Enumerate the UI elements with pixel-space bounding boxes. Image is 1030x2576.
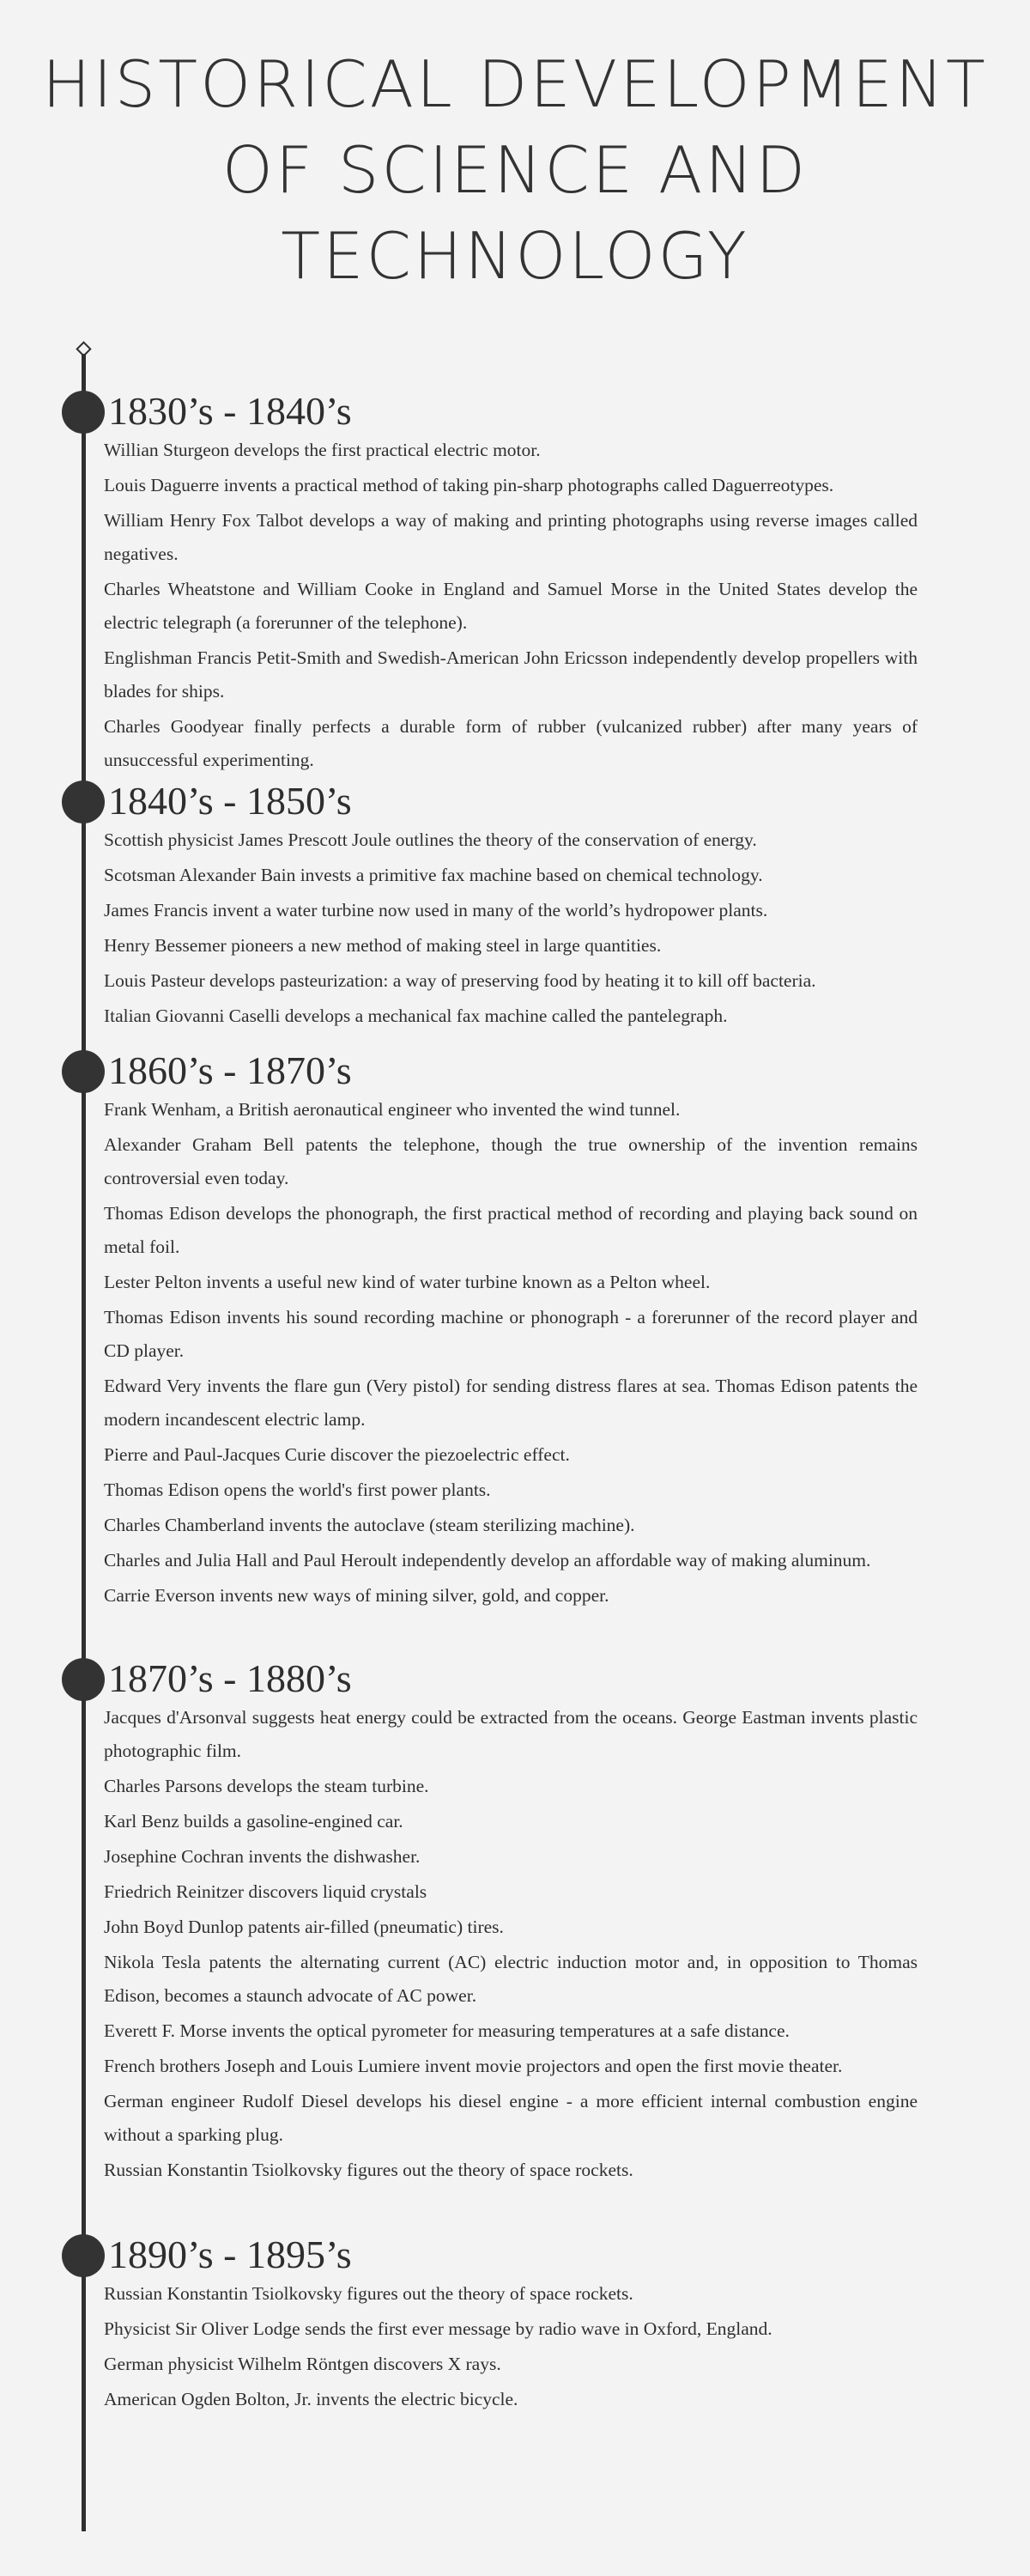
event-item: Willian Sturgeon develops the first practical electric motor. [104, 440, 541, 460]
event-item: Louis Daguerre invents a practical method of taking pin-sharp photographs called Daguerreotypes. [104, 475, 834, 495]
event-item: Physicist Sir Oliver Lodge sends the first ever message by radio wave in Oxford, England. [104, 2318, 772, 2339]
event-item: Englishman Francis Petit-Smith and Swedish-American John Ericsson independently develop propellers with blades for ships. [104, 647, 918, 702]
event-item: Charles Parsons develops the steam turbine. [104, 1776, 429, 1796]
event-item: Thomas Edison develops the phonograph, the first practical method of recording and playing back sound on metal foil. [104, 1203, 918, 1257]
event-item: Everett F. Morse invents the optical pyrometer for measuring temperatures at a safe distance. [104, 2020, 790, 2041]
timeline-line [82, 354, 86, 2531]
event-item: Scottish physicist James Prescott Joule outlines the theory of the conservation of energy. [104, 829, 757, 850]
event-item: Lester Pelton invents a useful new kind of water turbine known as a Pelton wheel. [104, 1272, 711, 1292]
event-item: Friedrich Reinitzer discovers liquid crystals [104, 1881, 427, 1902]
period-heading: 1830’s - 1840’s [108, 389, 352, 433]
event-list [104, 823, 918, 1035]
event-item: John Boyd Dunlop patents air-filled (pneumatic) tires. [104, 1917, 504, 1937]
event-item: Edward Very invents the flare gun (Very pistol) for sending distress flares at sea. Thomas Edison patents the modern incandescent electric lamp. [104, 1376, 918, 1430]
period-heading: 1870’s - 1880’s [108, 1656, 352, 1700]
timeline-dot [62, 1050, 105, 1093]
page-title: HISTORICAL DEVELOPMENT OF SCIENCE AND TECHNOLOGY [42, 46, 988, 294]
event-item: Alexander Graham Bell patents the telephone, though the true ownership of the invention remains controversial even today. [104, 1134, 918, 1188]
timeline-dot [62, 391, 105, 434]
event-item: German engineer Rudolf Diesel develops his diesel engine - a more efficient internal combustion engine without a sparking plug. [104, 2091, 918, 2145]
event-item: William Henry Fox Talbot develops a way of making and printing photographs using reverse images called negatives. [104, 510, 918, 564]
timeline-dot [62, 781, 105, 823]
event-item: French brothers Joseph and Louis Lumiere invent movie projectors and open the first movie theater. [104, 2056, 843, 2076]
event-item: Frank Wenham, a British aeronautical engineer who invented the wind tunnel. [104, 1099, 681, 1120]
event-item: Charles Chamberland invents the autoclave (steam sterilizing machine). [104, 1515, 635, 1535]
event-item: Louis Pasteur develops pasteurization: a way of preserving food by heating it to kill off bacteria. [104, 970, 816, 991]
event-item: American Ogden Bolton, Jr. invents the electric bicycle. [104, 2389, 518, 2409]
period-heading: 1860’s - 1870’s [108, 1048, 352, 1092]
event-item: Karl Benz builds a gasoline-engined car. [104, 1811, 403, 1832]
event-item: Charles and Julia Hall and Paul Heroult independently develop an affordable way of making aluminum. [104, 1550, 871, 1571]
event-item: James Francis invent a water turbine now used in many of the world’s hydropower plants. [104, 900, 768, 920]
event-item: Henry Bessemer pioneers a new method of making steel in large quantities. [104, 935, 662, 956]
event-item: Thomas Edison opens the world's first power plants. [104, 1479, 491, 1500]
period-heading: 1890’s - 1895’s [108, 2233, 352, 2276]
event-item: Russian Konstantin Tsiolkovsky figures out the theory of space rockets. [104, 2283, 633, 2304]
event-item: Pierre and Paul-Jacques Curie discover the piezoelectric effect. [104, 1444, 570, 1465]
event-list [104, 1093, 918, 1614]
event-item: Carrie Everson invents new ways of mining silver, gold, and copper. [104, 1585, 609, 1606]
event-item: Charles Goodyear finally perfects a durable form of rubber (vulcanized rubber) after many years of unsuccessful experimenting. [104, 716, 918, 770]
event-item: German physicist Wilhelm Röntgen discovers X rays. [104, 2354, 501, 2374]
timeline-dot [62, 1658, 105, 1701]
event-item: Josephine Cochran invents the dishwasher. [104, 1846, 421, 1867]
event-list [104, 1701, 918, 2189]
event-list [104, 2277, 918, 2418]
event-item: Thomas Edison invents his sound recording machine or phonograph - a forerunner of the record player and CD player. [104, 1307, 918, 1361]
event-item: Nikola Tesla patents the alternating current (AC) electric induction motor and, in opposition to Thomas Edison, becomes a staunch advocate of AC power. [104, 1952, 918, 2006]
event-item: Scotsman Alexander Bain invests a primitive fax machine based on chemical technology. [104, 865, 763, 885]
event-item: Charles Wheatstone and William Cooke in England and Samuel Morse in the United States develop the electric telegraph (a forerunner of the telephone). [104, 579, 918, 633]
period-heading: 1840’s - 1850’s [108, 779, 352, 823]
event-list [104, 434, 918, 779]
timeline-dot [62, 2234, 105, 2277]
event-item: Jacques d'Arsonval suggests heat energy could be extracted from the oceans. George Eastman invents plastic photographic film. [104, 1707, 918, 1761]
event-item: Italian Giovanni Caselli develops a mechanical fax machine called the pantelegraph. [104, 1005, 728, 1026]
event-item: Russian Konstantin Tsiolkovsky figures out the theory of space rockets. [104, 2160, 633, 2180]
